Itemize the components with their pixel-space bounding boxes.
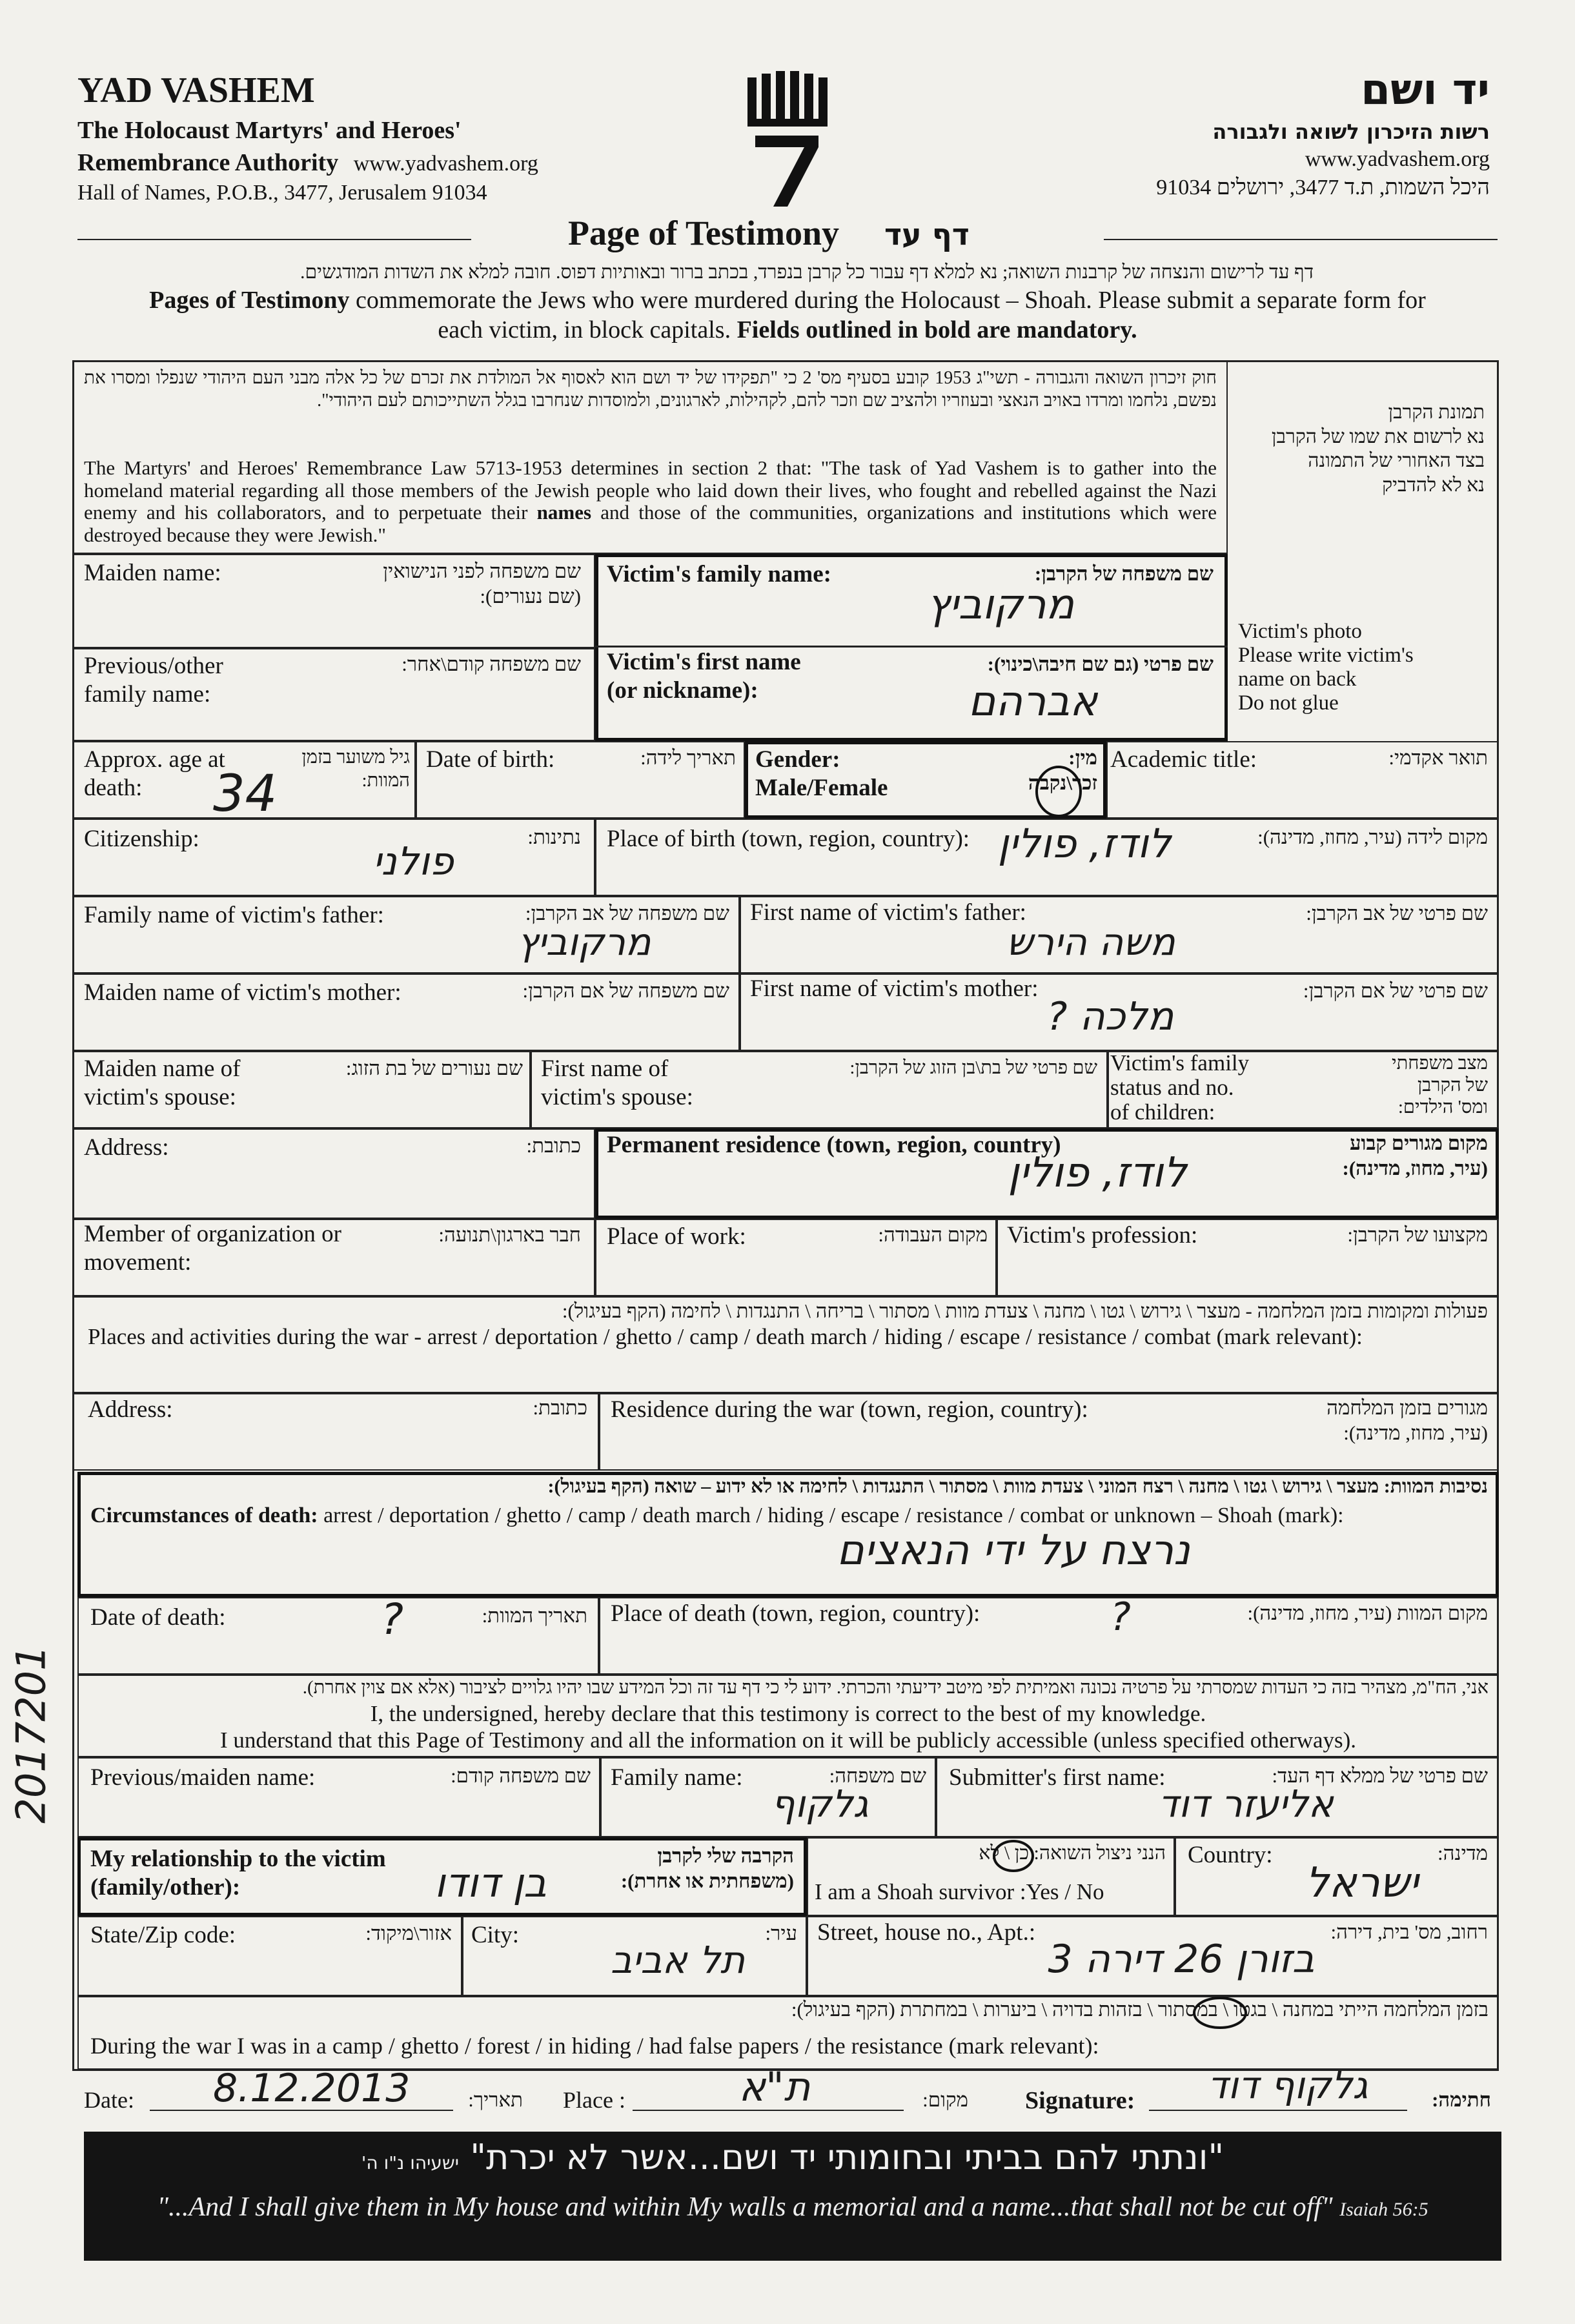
place-value[interactable]: ת"א [738,2063,811,2110]
website-link-right[interactable]: www.yadvashem.org [1305,147,1490,171]
date-of-birth-label-he: תאריך לידה: [640,746,736,769]
survivor-yes-circle [991,1839,1036,1873]
relationship-value[interactable]: בן דודו [434,1859,547,1906]
submitter-first-name-value[interactable]: אליעזר דוד [1158,1782,1334,1826]
date-of-birth-label: Date of birth: [426,746,555,773]
date-label-he: תאריך: [468,2088,523,2111]
permanent-residence-value[interactable]: לודז, פולין [1008,1149,1187,1197]
mother-first-name-value[interactable]: מלכה ? [1046,994,1174,1039]
instructions-english: Pages of Testimony commemorate the Jews who were murdered during the Holocaust – Shoah. Please submit a separate form for each victim, in block capitals. Fields outlined in bold are mandatory. [149,287,1426,344]
spouse-maiden-name-label-he: שם נעורים של בת הזוג: [345,1057,523,1079]
citizenship-label-he: נתינות: [527,826,581,848]
street-label: Street, house no., Apt.: [817,1919,1036,1946]
mother-maiden-name-label: Maiden name of victim's mother: [84,979,401,1006]
yad-vashem-title: YAD VASHEM [77,70,315,110]
submitter-family-name-label-he: שם משפחה: [829,1764,926,1787]
maiden-name-label-he: שם משפחה לפני הנישואין (שם נעורים): [383,560,581,607]
profession-label-he: מקצועו של הקרבן: [1347,1223,1488,1246]
victim-family-name-label: Victim's family name: [607,561,831,587]
submitter-war-status-label: During the war I was in a camp / ghetto / forest / in hiding / had false papers / the resistance (mark relevant): [90,2033,1099,2059]
street-value[interactable]: בזורן 26 דירה 3 [1048,1937,1315,1982]
permanent-residence-label: Permanent residence (town, region, country) [607,1132,1061,1158]
authority-address: Hall of Names, P.O.B., 3477, Jerusalem 91034 [77,181,487,205]
submitter-war-status-label-he: בזמן המלחמה הייתי במחנה \ בגטו \ במסתור \ בזהות בדויה \ ביערות \ במחתרת (הקף בעיגול): [791,1998,1489,2021]
photo-instructions-hebrew: תמונת הקרבן נא לרשום את שמו של הקרבן בצד האחורי של התמונה נא לא להדביק [1271,402,1485,496]
submitter-first-name-label-he: שם פרטי של ממלא דף העד: [1272,1764,1488,1787]
war-residence-label-he: מגורים בזמן המלחמה (עיר, מחוז, מדינה): [1326,1396,1488,1444]
signature-label-he: חתימה: [1432,2088,1491,2111]
organization-label-he: חבר בארגון\תנועה: [438,1223,581,1246]
spouse-first-name-label: First name of victim's spouse: [541,1055,693,1111]
citizenship-value[interactable]: פולני [372,839,454,884]
law-hebrew: חוק זיכרון השואה והגבורה - תשי"ג 1953 קובע בסעיף מס' 2 כי "תפקידו של יד ושם הוא לאסוף אל המולדת את זכרם של כל אלה מבני העם היהודי שנפלו ומסרו את נפשם, נלחמו ומרדו באויב הנאצי ובעוזריו ולהציב שם וזכר להם, לקהילות, לארגונים, ולמוסדות שנחרבו בגלל השתייכותם לעם היהודי". [84,368,1217,411]
victim-family-name-value[interactable]: מרקוביץ [926,581,1075,629]
mother-first-name-label: First name of victim's mother: [750,975,1039,1002]
age-at-death-label: Approx. age at death: [84,746,225,802]
father-family-name-label: Family name of victim's father: [84,902,384,928]
war-places-label: Places and activities during the war - arrest / deportation / ghetto / camp / death march / hiding / escape / resistance / combat (mark relevant): [88,1324,1363,1349]
signature-label: Signature: [1025,2087,1135,2114]
father-family-name-value[interactable]: מרקוביץ [517,920,651,964]
place-of-death-value[interactable]: ? [1110,1595,1131,1640]
date-of-death-label: Date of death: [90,1604,226,1631]
permanent-residence-label-he: מקום מגורים קבוע (עיר, מחוז, מדינה): [1342,1132,1488,1179]
father-first-name-label: First name of victim's father: [750,899,1026,926]
mother-maiden-name-label-he: שם משפחה של אם הקרבן: [522,979,729,1002]
father-family-name-label-he: שם משפחה של אב הקרבן: [525,902,729,924]
photo-instructions-english: Victim's photo Please write victim's name on back Do not glue [1238,620,1414,715]
gender-male-circle [1033,762,1084,820]
war-address-label: Address: [88,1396,173,1423]
authority-line2 [77,148,538,177]
spouse-maiden-name-label: Maiden name of victim's spouse: [84,1055,241,1111]
authority-hebrew-address: היכל השמות, ת.ד 3477, ירושלים 91034 [1156,176,1490,199]
country-label-he: מדינה: [1438,1842,1488,1864]
mother-first-name-label-he: שם פרטי של אם הקרבן: [1303,979,1488,1002]
survivor-label-he: הנני ניצול השואה: כן \ לא [979,1842,1166,1864]
place-of-death-label-he: מקום המוות (עיר, מחוז, מדינה): [1247,1602,1488,1624]
circumstances-value[interactable]: נרצח על ידי הנאצים [837,1527,1190,1575]
victim-first-name-label: Victim's first name (or nickname): [607,649,801,704]
profession-label: Victim's profession: [1007,1222,1198,1249]
place-of-birth-value[interactable]: לודז, פולין [997,820,1172,867]
law-english: The Martyrs' and Heroes' Remembrance Law 5713-1953 determines in section 2 that: "The task of Yad Vashem is to gather into the homeland material regarding all those members of the Jewish people who laid down their lives, who fought and rebelled against the Nazi enemy and his collaborators, and to perpetuate their names and those of the communities, organizations and institutions which were destroyed because they were Jewish." [84,456,1217,547]
previous-family-name-label: Previous/other family name: [84,653,223,708]
submitter-previous-name-label-he: שם משפחה קודם: [451,1764,591,1787]
gender-label: Gender: Male/Female [755,746,888,802]
place-label-he: מקום: [922,2088,968,2111]
submitter-family-name-label: Family name: [611,1764,743,1791]
organization-label: Member of organization or movement: [84,1221,341,1276]
war-places-label-he: פעולות ומקומות בזמן המלחמה - מעצר \ גירוש \ גטו \ מחנה \ צעדת מוות \ מסתור \ בריחה \ התנגדות \ לחימה (הקף בעיגול): [562,1300,1488,1322]
submitter-first-name-label: Submitter's first name: [949,1764,1166,1791]
ghetto-circle [1191,1995,1249,2031]
quote-english: "...And I shall give them in My house and within My walls a memorial and a name...that shall not be cut off" Isaiah 56:5 [157,2192,1428,2222]
yad-vashem-hebrew-title: יד ושם [1361,65,1490,114]
place-of-work-label-he: מקום העבודה: [878,1223,988,1246]
war-address-label-he: כתובת: [533,1396,587,1419]
country-label: Country: [1188,1842,1273,1868]
place-label: Place : [563,2087,625,2113]
academic-title-label: Academic title: [1110,746,1257,773]
previous-family-name-label-he: שם משפחה קודם\אחר: [401,653,581,675]
gender-label-he: מין: זכר\נקבה [1028,746,1097,794]
date-label: Date: [84,2087,134,2113]
circumstances-label-he: נסיבות המוות: מעצר \ גירוש \ גטו \ מחנה \ רצח המוני \ צעדת מוות \ מסתור \ התנגדות \ לחימה או לא ידוע – שואה (הקף בעיגול): [547,1476,1488,1497]
form-title-hebrew: דף עד [884,217,970,252]
place-of-death-label: Place of death (town, region, country): [611,1600,981,1627]
authority-line1: The Holocaust Martyrs' and Heroes' [77,117,462,144]
place-of-birth-label-he: מקום לידה (עיר, מחוז, מדינה): [1257,826,1488,848]
place-of-work-label: Place of work: [607,1223,746,1250]
family-status-label: Victim's family status and no. of children: [1110,1050,1250,1125]
spouse-first-name-label-he: שם פרטי של בת\בן הזוג של הקרבן: [849,1057,1097,1078]
city-label-he: עיר: [765,1922,797,1944]
age-at-death-label-he: גיל משוער בזמן המוות: [301,747,410,791]
zip-code-label-he: אזור\מיקוד: [365,1922,452,1944]
zip-code-label: State/Zip code: [90,1922,236,1948]
declaration-english: I, the undersigned, hereby declare that this testimony is correct to the best of my knowledge. I understand that this Page of Testimony and all the information on it will be publicly accessible (unless specified otherways). [219,1701,1357,1753]
father-first-name-value[interactable]: משה הירש [1006,920,1175,964]
street-label-he: רחוב, מס' בית, דירה: [1330,1921,1488,1943]
survivor-label: I am a Shoah survivor :Yes / No [815,1879,1104,1904]
address-label-he: כתובת: [526,1134,581,1157]
date-value[interactable]: 8.12.2013 [213,2066,411,2111]
family-status-label-he: מצב משפחתי של הקרבן ומס' הילדים: [1392,1053,1488,1118]
father-first-name-label-he: שם פרטי של אב הקרבן: [1306,902,1488,924]
authority-hebrew: רשות הזיכרון לשואה ולגבורה [1212,119,1490,144]
authority-name: Remembrance Authority [77,149,339,176]
circumstances-label: Circumstances of death: arrest / deportation / ghetto / camp / death march / hiding / escape / resistance / combat or unknown – Shoah (mark): [90,1503,1344,1527]
form-title: Page of Testimony [568,214,840,252]
instructions-hebrew: דף עד לרישום והנצחה של קרבנות השואה; נא למלא דף עבור כל קרבן בנפרד, בכתב ברור ובאותיות דפוס. חובה למלא את השדות המודגשים. [300,261,1314,283]
declaration-hebrew: אני, הח"מ, מצהיר בזה כי העדות שמסרתי על פרטיה נכונה ואמיתית לפי מיטב ידיעתי והכרתי. ידוע לי כי דף עד זה וכל המידע שבו יהיו גלויים לציבור (אלא אם צוין אחרת). [302,1677,1489,1698]
place-of-birth-label: Place of birth (town, region, country): [607,826,970,852]
victim-family-name-label-he: שם משפחה של הקרבן: [1034,562,1214,585]
academic-title-label-he: תואר אקדמי: [1388,746,1488,769]
war-residence-label: Residence during the war (town, region, country): [611,1396,1088,1423]
city-label: City: [471,1922,520,1948]
yad-vashem-logo [742,71,833,213]
submitter-previous-name-label: Previous/maiden name: [90,1764,316,1791]
city-value[interactable]: תל אביב [610,1938,746,1982]
citizenship-label: Citizenship: [84,826,199,852]
submitter-family-name-value[interactable]: גלקוף [771,1782,869,1826]
date-of-death-label-he: תאריך המוות: [482,1604,587,1627]
country-value[interactable]: ישראל [1305,1859,1419,1907]
victim-first-name-label-he: שם פרטי (גם שם חיבה\כינוי): [987,653,1214,675]
date-of-death-value[interactable]: ? [381,1595,404,1644]
address-label: Address: [84,1134,169,1161]
website-link[interactable]: www.yadvashem.org [353,152,538,176]
relationship-label: My relationship to the victim (family/other): [90,1846,386,1901]
quote-hebrew: "ונתתי להם בביתי ובחומותי יד ושם...אשר לא יכרת" ישעיהו נ"ו ה' [361,2137,1224,2177]
margin-reference-number: 2017201 [7,1645,55,1824]
maiden-name-label: Maiden name: [84,560,221,586]
age-at-death-value[interactable]: 34 [213,765,278,823]
signature-value[interactable]: גלקוף דוד [1207,2063,1368,2107]
relationship-label-he: הקרבה שלי לקרבן (משפחתית או אחרת): [620,1844,794,1892]
victim-first-name-value[interactable]: אברהם [968,678,1098,726]
